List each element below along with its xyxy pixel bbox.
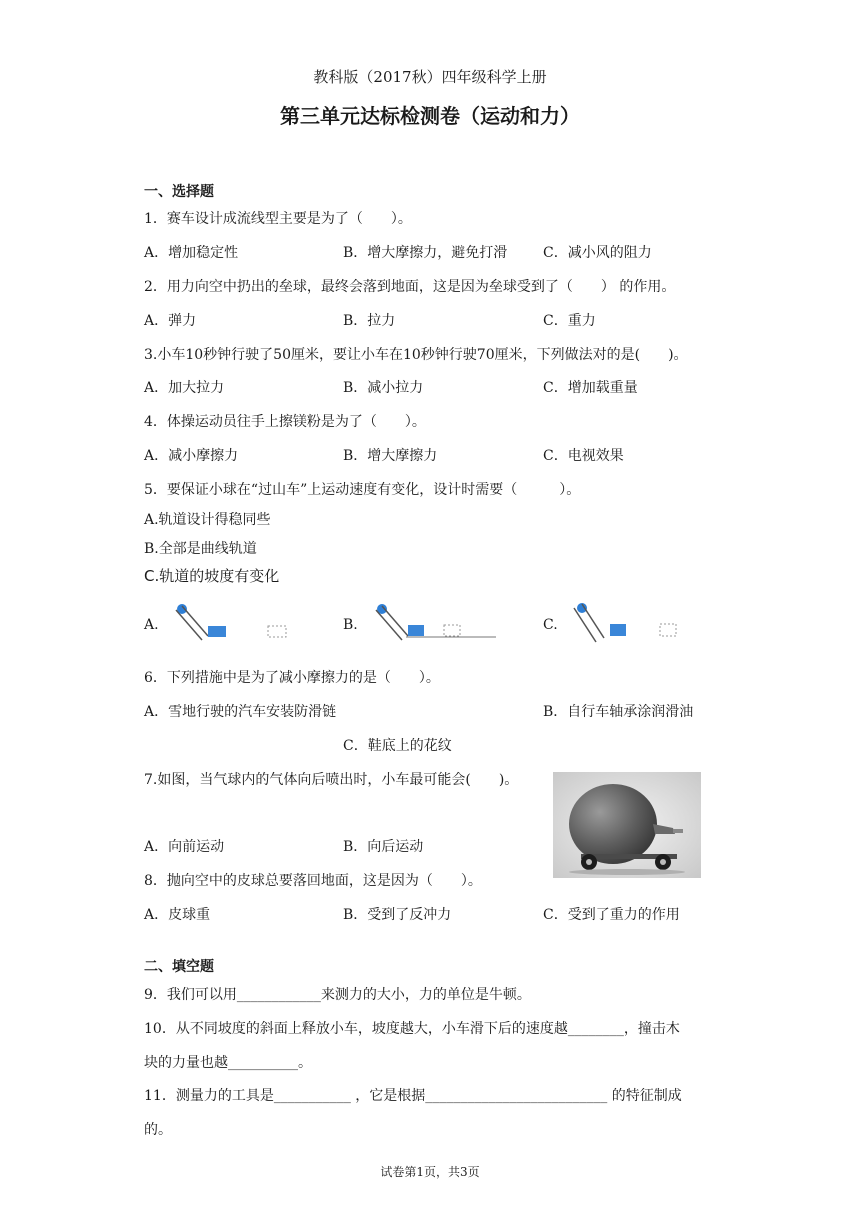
q3-option-c: C．增加载重量 bbox=[543, 380, 638, 396]
q6-option-c: C．鞋底上的花纹 bbox=[343, 738, 452, 754]
question-7: 7.如图，当气球内的气体向后喷出时，小车最可能会( )。 bbox=[144, 772, 519, 788]
q6-option-a: A．雪地行驶的汽车安装防滑链 bbox=[144, 704, 337, 720]
exam-title: 第三单元达标检测卷（运动和力） bbox=[280, 104, 580, 128]
question-11-line-1: 11．测量力的工具是___________ ，它是根据__________________________ 的特征制成 bbox=[144, 1088, 682, 1104]
question-4: 4．体操运动员往手上擦镁粉是为了（ ）。 bbox=[144, 414, 426, 430]
question-10-line-2: 块的力量也越__________。 bbox=[144, 1055, 312, 1071]
question-1: 1．赛车设计成流线型主要是为了（ ）。 bbox=[144, 211, 412, 227]
q3-option-a: A．加大拉力 bbox=[144, 380, 225, 396]
question-8: 8．抛向空中的皮球总要落回地面，这是因为（ ）。 bbox=[144, 873, 482, 889]
question-9: 9．我们可以用____________来测力的大小，力的单位是牛顿。 bbox=[144, 987, 531, 1003]
q5-option-b: B.全部是曲线轨道 bbox=[144, 541, 257, 557]
q5-option-a: A.轨道设计得稳同些 bbox=[144, 512, 271, 528]
q6-option-b: B．自行车轴承涂润滑油 bbox=[543, 704, 694, 720]
figure-label-a: A. bbox=[144, 617, 159, 633]
figure-label-c: C. bbox=[543, 617, 558, 633]
question-5: 5．要保证小球在“过山车”上运动速度有变化，设计时需要（ ）。 bbox=[144, 482, 581, 498]
q3-option-b: B．减小拉力 bbox=[343, 380, 424, 396]
q4-option-a: A．减小摩擦力 bbox=[144, 448, 239, 464]
question-6: 6．下列措施中是为了减小摩擦力的是（ ）。 bbox=[144, 670, 440, 686]
section-heading-fill: 二、填空题 bbox=[144, 959, 214, 975]
q1-option-a: A．增加稳定性 bbox=[144, 245, 239, 261]
section-heading-choice: 一、选择题 bbox=[144, 184, 214, 200]
q7-option-a: A．向前运动 bbox=[144, 839, 225, 855]
q4-option-b: B．增大摩擦力 bbox=[343, 448, 438, 464]
question-10-line-1: 10．从不同坡度的斜面上释放小车，坡度越大，小车滑下后的速度越________，撞击木 bbox=[144, 1021, 680, 1037]
q2-option-b: B．拉力 bbox=[343, 313, 396, 329]
q2-option-c: C．重力 bbox=[543, 313, 596, 329]
q4-option-c: C．电视效果 bbox=[543, 448, 624, 464]
q8-option-a: A．皮球重 bbox=[144, 907, 211, 923]
q7-option-b: B．向后运动 bbox=[343, 839, 424, 855]
q1-option-c: C．减小风的阻力 bbox=[543, 245, 652, 261]
q8-option-b: B．受到了反冲力 bbox=[343, 907, 452, 923]
q2-option-a: A．弹力 bbox=[144, 313, 197, 329]
page-footer: 试卷第1页，共3页 bbox=[380, 1165, 480, 1179]
ramp-figure-a bbox=[166, 600, 300, 646]
balloon-car-photo bbox=[553, 772, 701, 878]
q8-option-c: C．受到了重力的作用 bbox=[543, 907, 680, 923]
q5-option-c: C.轨道的坡度有变化 bbox=[144, 567, 280, 585]
figure-label-b: B. bbox=[343, 617, 358, 633]
ramp-figure-c bbox=[566, 600, 700, 646]
question-2: 2．用力向空中扔出的垒球，最终会落到地面，这是因为垒球受到了（ ） 的作用。 bbox=[144, 279, 676, 295]
question-3: 3.小车10秒钟行驶了50厘米，要让小车在10秒钟行驶70厘米，下列做法对的是( )。 bbox=[144, 347, 688, 363]
ramp-figure-b bbox=[366, 600, 500, 646]
q1-option-b: B．增大摩擦力，避免打滑 bbox=[343, 245, 508, 261]
exam-subtitle: 教科版（2017秋）四年级科学上册 bbox=[313, 68, 547, 86]
question-11-line-2: 的。 bbox=[144, 1122, 172, 1138]
